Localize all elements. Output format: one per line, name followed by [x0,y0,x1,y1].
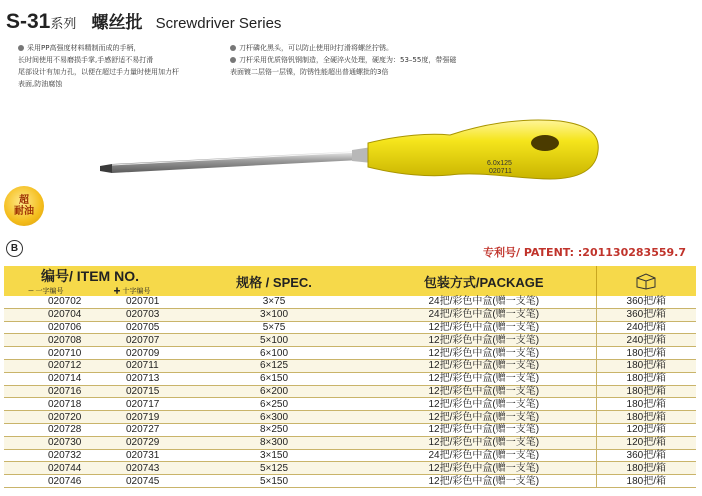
badge-line: 耐油 [14,206,34,217]
table-row [4,385,696,398]
description-line: 刀杆采用优质铬钒钢制造，全硬淬火处理，硬度为：53–55度，带强磁 [230,54,490,66]
spec-cell: 5×125 [176,462,372,475]
handle-marking: 020711 [489,168,512,175]
item-no-slotted: 020712 [4,359,88,372]
screwdriver-handle [368,120,598,179]
item-no-slotted: 020746 [4,475,88,488]
package-cell: 12把/彩色中盒(赠一支笔) [372,475,596,488]
item-no-slotted: 020710 [4,347,88,360]
spec-cell: 8×300 [176,436,372,449]
item-no-phillips: 020731 [88,449,176,462]
package-cell: 24把/彩色中盒(赠一支笔) [372,308,596,321]
page-title [6,8,281,34]
spec-cell: 6×250 [176,398,372,411]
carton-cell: 240把/箱 [596,334,696,347]
spec-cell: 6×100 [176,347,372,360]
description-line: 尾部设计有加力孔，以便在超过手力量时使用加力杆 [18,68,179,76]
item-no-phillips: 020727 [88,423,176,436]
carton-cell: 240把/箱 [596,321,696,334]
description-line: 采用PP高强度材料精制而成的手柄， [18,42,226,54]
table-row [4,411,696,424]
item-no-phillips: 020729 [88,436,176,449]
carton-cell: 180把/箱 [596,398,696,411]
package-header: 包装方式/PACKAGE [372,266,596,296]
item-no-phillips: 020717 [88,398,176,411]
screwdriver-shaft [100,151,360,173]
item-no-slotted: 020716 [4,385,88,398]
spec-cell: 3×75 [176,296,372,308]
package-cell: 12把/彩色中盒(赠一支笔) [372,321,596,334]
description-right [230,42,490,78]
table-row [4,321,696,334]
carton-cell: 360把/箱 [596,296,696,308]
carton-cell: 120把/箱 [596,423,696,436]
slotted-subheader: ─ 一字编号 [4,286,88,296]
carton-cell: 360把/箱 [596,449,696,462]
spec-cell: 6×125 [176,359,372,372]
item-no-phillips: 020713 [88,372,176,385]
carton-cell: 180把/箱 [596,372,696,385]
patent-number: 专利号/ PATENT: :201130283559.7 [483,246,686,259]
carton-cell: 180把/箱 [596,359,696,372]
model-code: S-31 [6,10,51,33]
table-row [4,423,696,436]
package-cell: 12把/彩色中盒(赠一支笔) [372,411,596,424]
phillips-icon: ✚ [113,288,123,295]
carton-cell: 120把/箱 [596,436,696,449]
spec-cell: 5×100 [176,334,372,347]
spec-cell: 6×150 [176,372,372,385]
item-no-slotted: 020732 [4,449,88,462]
item-no-slotted: 020718 [4,398,88,411]
table-row [4,462,696,475]
table-row [4,436,696,449]
package-cell: 12把/彩色中盒(赠一支笔) [372,334,596,347]
carton-cell: 180把/箱 [596,411,696,424]
item-no-phillips: 020709 [88,347,176,360]
description-line: 表面,防油腐蚀 [18,80,63,88]
carton-header [596,266,696,296]
item-no-phillips: 020715 [88,385,176,398]
spec-header: 规格 / SPEC. [176,266,372,296]
product-name-cn: 螺丝批 [91,13,143,33]
item-no-phillips: 020703 [88,308,176,321]
item-no-phillips: 020745 [88,475,176,488]
spec-cell: 8×250 [176,423,372,436]
item-no-slotted: 020708 [4,334,88,347]
table-row [4,372,696,385]
carton-cell: 360把/箱 [596,308,696,321]
item-no-slotted: 020714 [4,372,88,385]
product-table [4,266,696,488]
table-row [4,359,696,372]
bullet-icon [230,57,236,63]
bullet-icon [18,45,24,51]
hanging-hole-icon [531,135,559,151]
item-no-slotted: 020728 [4,423,88,436]
item-no-phillips: 020743 [88,462,176,475]
item-no-slotted: 020702 [4,296,88,308]
spec-cell: 5×150 [176,475,372,488]
handle-marking: 6.0x125 [487,160,512,167]
package-cell: 12把/彩色中盒(赠一支笔) [372,385,596,398]
item-no-phillips: 020701 [88,296,176,308]
spec-cell: 5×75 [176,321,372,334]
table-row [4,475,696,488]
item-no-slotted: 020744 [4,462,88,475]
package-cell: 12把/彩色中盒(赠一支笔) [372,436,596,449]
item-no-slotted: 020730 [4,436,88,449]
section-marker: B [6,240,23,257]
package-cell: 12把/彩色中盒(赠一支笔) [372,398,596,411]
carton-cell: 180把/箱 [596,385,696,398]
package-cell: 24把/彩色中盒(赠一支笔) [372,449,596,462]
carton-box-icon [635,272,657,290]
carton-cell: 180把/箱 [596,347,696,360]
package-cell: 12把/彩色中盒(赠一支笔) [372,423,596,436]
badge-line: 超 [19,195,29,206]
phillips-subheader: ✚ 十字编号 [88,286,176,296]
bullet-icon [230,45,236,51]
oil-resistant-badge [4,186,44,226]
description-line: 长时间使用不易磨损手掌,手感舒适不易打滑 [18,56,154,64]
package-cell: 12把/彩色中盒(赠一支笔) [372,347,596,360]
package-cell: 24把/彩色中盒(赠一支笔) [372,296,596,308]
spec-cell: 6×300 [176,411,372,424]
item-no-header: 编号/ ITEM NO. [4,266,176,286]
description-left [18,42,226,90]
table-row [4,449,696,462]
carton-cell: 180把/箱 [596,475,696,488]
item-no-phillips: 020707 [88,334,176,347]
item-no-slotted: 020706 [4,321,88,334]
table-row [4,398,696,411]
package-cell: 12把/彩色中盒(赠一支笔) [372,359,596,372]
model-suffix: 系列 [50,17,77,32]
description-line: 刀杆磷化黑头，可以防止使用时打滑将螺丝拧锈。 [230,42,490,54]
carton-cell: 180把/箱 [596,462,696,475]
item-no-slotted: 020704 [4,308,88,321]
description-line: 表面镀二层铬一层镍，防锈性能超出普通螺批的3倍 [230,68,389,76]
screwdriver-image [0,105,702,215]
item-no-phillips: 020719 [88,411,176,424]
slotted-icon: ─ [28,288,36,295]
item-no-slotted: 020720 [4,411,88,424]
table-row [4,296,696,308]
table-row [4,308,696,321]
item-no-phillips: 020705 [88,321,176,334]
spec-cell: 3×100 [176,308,372,321]
spec-cell: 3×150 [176,449,372,462]
package-cell: 12把/彩色中盒(赠一支笔) [372,372,596,385]
table-row [4,347,696,360]
item-no-phillips: 020711 [88,359,176,372]
package-cell: 12把/彩色中盒(赠一支笔) [372,462,596,475]
product-name-en: Screwdriver Series [155,15,282,32]
table-row [4,334,696,347]
spec-cell: 6×200 [176,385,372,398]
